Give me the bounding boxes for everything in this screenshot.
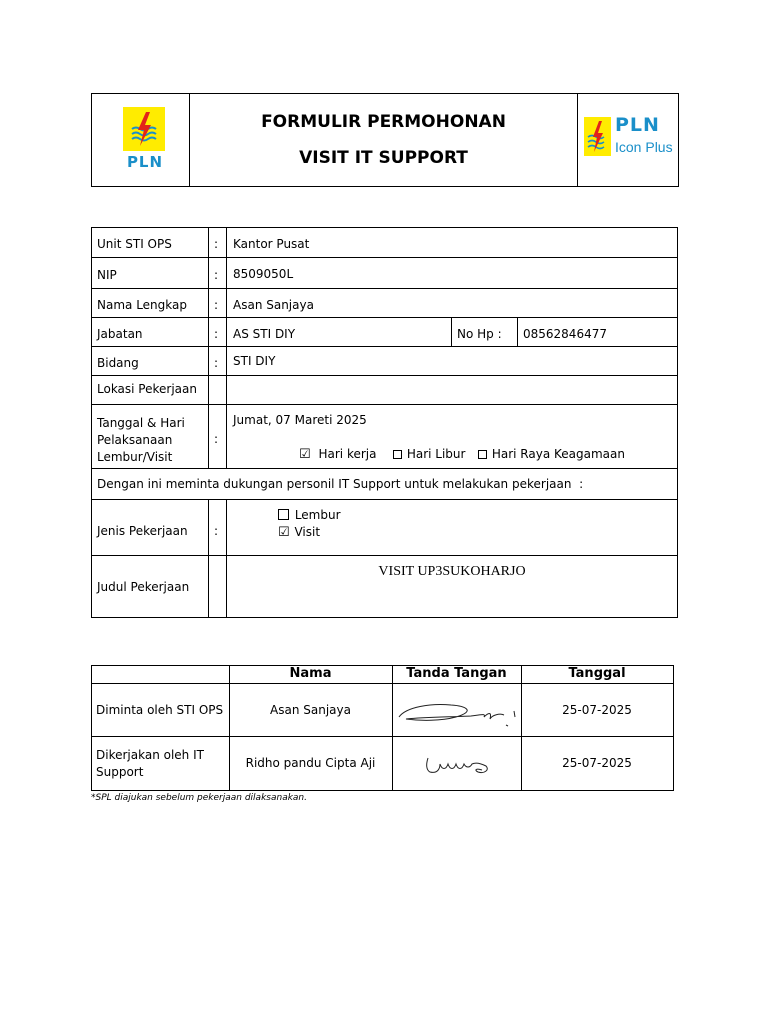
checkbox-visit[interactable] bbox=[278, 525, 320, 540]
nip-label: NIP bbox=[97, 268, 117, 282]
checkbox-hari-libur[interactable] bbox=[393, 447, 465, 461]
request-text: Dengan ini meminta dukungan personil IT Support untuk melakukan pekerjaan : bbox=[97, 477, 584, 491]
pln-logo-left-text: PLN bbox=[126, 153, 164, 171]
executor-name: Ridho pandu Cipta Aji bbox=[245, 756, 376, 770]
pln-logo-left-emblem bbox=[123, 107, 165, 151]
jenis-label: Jenis Pekerjaan bbox=[97, 524, 188, 538]
footnote: *SPL diajukan sebelum pekerjaan dilaksanakan. bbox=[91, 793, 307, 803]
lokasi-label: Lokasi Pekerjaan bbox=[97, 382, 197, 396]
pln-logo-right-subtext: Icon Plus bbox=[615, 139, 673, 155]
nama-label: Nama Lengkap bbox=[97, 298, 187, 312]
nama-value: Asan Sanjaya bbox=[233, 298, 314, 312]
tanggal-label: Tanggal & Hari Pelaksanaan Lembur/Visit bbox=[97, 416, 185, 464]
hari-libur-label: Hari Libur bbox=[406, 447, 466, 461]
signature-image-executor bbox=[420, 752, 500, 778]
colon: : bbox=[214, 327, 219, 341]
colon: : bbox=[214, 298, 219, 312]
nohp-value: 08562846477 bbox=[523, 327, 607, 341]
col-header-tanda-tangan: Tanda Tangan bbox=[406, 666, 507, 681]
executor-date: 25-07-2025 bbox=[562, 756, 632, 770]
form-title-line1: FORMULIR PERMOHONAN bbox=[261, 112, 506, 132]
role-requester: Diminta oleh STI OPS bbox=[96, 703, 224, 717]
pln-logo-right-emblem bbox=[584, 117, 611, 156]
judul-label: Judul Pekerjaan bbox=[97, 580, 190, 594]
hari-kerja-label: Hari kerja bbox=[318, 447, 377, 461]
pln-logo-left bbox=[121, 107, 169, 173]
bidang-label: Bidang bbox=[97, 356, 139, 370]
checkbox-unchecked-icon bbox=[478, 450, 487, 459]
checkbox-checked-icon: ☑ bbox=[299, 447, 311, 462]
checkbox-hari-raya[interactable] bbox=[478, 447, 625, 461]
colon: : bbox=[214, 356, 219, 370]
role-executor: Dikerjakan oleh IT Support bbox=[96, 748, 204, 779]
col-header-tanggal: Tanggal bbox=[568, 666, 626, 681]
nohp-label: No Hp : bbox=[457, 327, 502, 341]
judul-value: VISIT UP3SUKOHARJO bbox=[378, 564, 526, 579]
colon: : bbox=[214, 432, 219, 446]
header-divider bbox=[189, 93, 190, 187]
tanggal-value: Jumat, 07 Mareti 2025 bbox=[233, 413, 367, 427]
checkbox-checked-icon: ☑ bbox=[278, 525, 290, 540]
signature-image-requester bbox=[396, 695, 518, 733]
lembur-label: Lembur bbox=[294, 508, 341, 522]
checkbox-unchecked-icon bbox=[393, 450, 402, 459]
nip-value: 8509050L bbox=[233, 267, 294, 281]
form-title-line2: VISIT IT SUPPORT bbox=[299, 148, 468, 168]
checkbox-lembur[interactable] bbox=[278, 508, 341, 522]
unit-label: Unit STI OPS bbox=[97, 237, 172, 251]
visit-label: Visit bbox=[294, 525, 321, 539]
colon: : bbox=[214, 237, 219, 251]
jabatan-label: Jabatan bbox=[97, 327, 143, 341]
requester-name: Asan Sanjaya bbox=[270, 703, 351, 717]
hari-raya-label: Hari Raya Keagamaan bbox=[491, 447, 625, 461]
checkbox-hari-kerja[interactable] bbox=[299, 447, 376, 462]
colon: : bbox=[214, 524, 219, 538]
colon: : bbox=[214, 268, 219, 282]
pln-logo-right-text: PLN bbox=[615, 114, 660, 136]
pln-icon-plus-logo bbox=[584, 115, 674, 159]
lightning-icon bbox=[584, 117, 611, 156]
bidang-value: STI DIY bbox=[233, 354, 276, 368]
header-divider bbox=[577, 93, 578, 187]
lightning-icon bbox=[123, 107, 165, 151]
checkbox-unchecked-icon bbox=[278, 509, 289, 520]
col-header-nama: Nama bbox=[289, 666, 332, 681]
requester-date: 25-07-2025 bbox=[562, 703, 632, 717]
jabatan-value: AS STI DIY bbox=[233, 327, 296, 341]
unit-value: Kantor Pusat bbox=[233, 237, 310, 251]
